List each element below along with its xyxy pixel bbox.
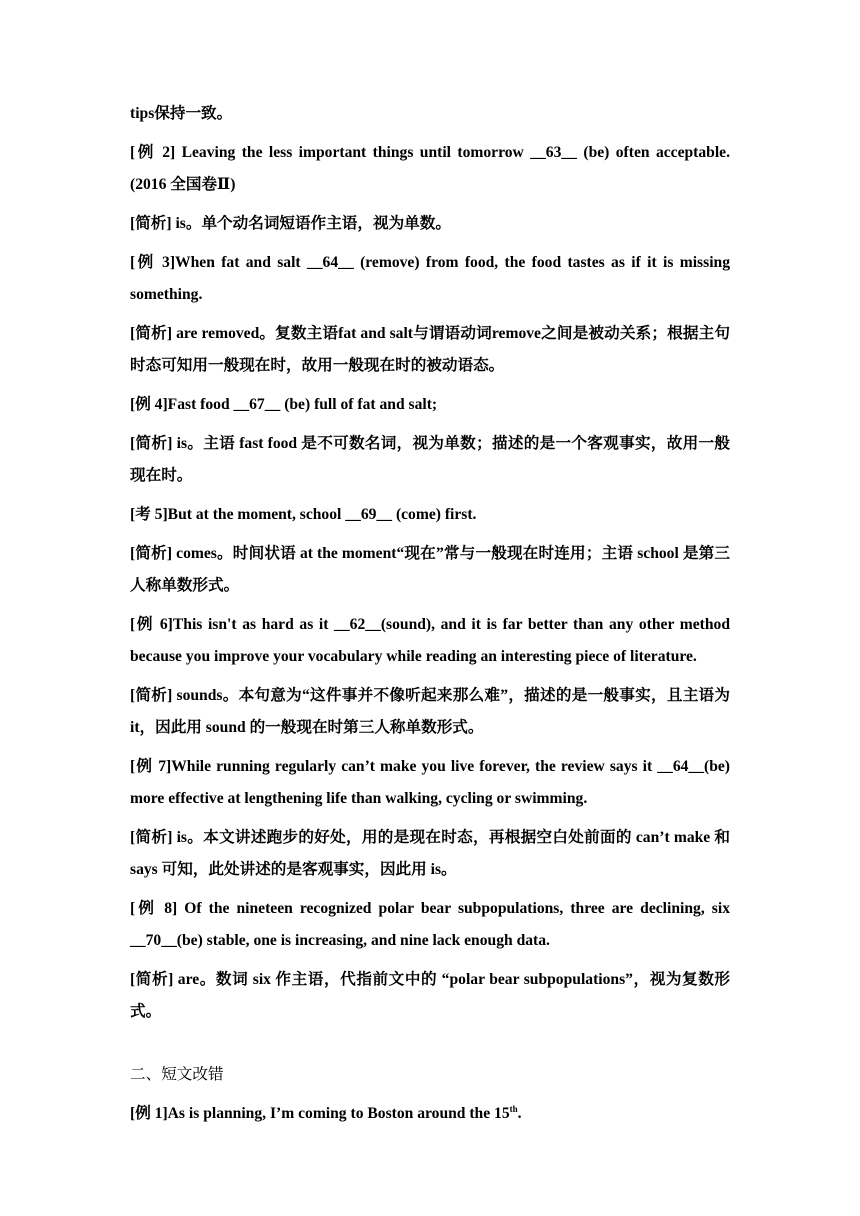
example-2: [例 2] Leaving the less important things until tomorrow __63__ (be) often acceptable. (2016 全国卷Ⅱ): [130, 144, 730, 193]
analysis-6: [简析] sounds。本句意为“这件事并不像听起来那么难”，描述的是一般事实，且主语为 it，因此用 sound 的一般现在时第三人称单数形式。: [130, 687, 730, 736]
example-8: [例 8] Of the nineteen recognized polar bear subpopulations, three are declining, six __70__(be) stable, one is increasing, and nine lack enough data.: [130, 900, 730, 949]
example-3: [例 3]When fat and salt __64__ (remove) from food, the food tastes as if it is missing something.: [130, 254, 730, 303]
analysis-8: [简析] are。数词 six 作主语，代指前文中的 “polar bear subpopulations”，视为复数形式。: [130, 971, 730, 1020]
section-example-1-end: .: [517, 1105, 522, 1122]
example-6: [例 6]This isn't as hard as it __62__(sound), and it is far better than any other method because you improve your vocabulary while reading an interesting piece of literature.: [130, 616, 730, 665]
document-page: [130, 98, 730, 1137]
section-example-1-sup: th: [509, 1103, 518, 1114]
analysis-2: [简析] is。单个动名词短语作主语，视为单数。: [130, 215, 451, 232]
example-5: [考 5]But at the moment, school __69__ (come) first.: [130, 506, 477, 523]
section-example-1-text: [例 1]As is planning, I’m coming to Boston around the 15: [130, 1105, 510, 1122]
section-spacer: [130, 1035, 730, 1059]
example-7: [例 7]While running regularly can’t make you live forever, the review says it __64__(be) more effective at lengthening life than walking, cycling or swimming.: [130, 758, 730, 807]
analysis-7: [简析] is。本文讲述跑步的好处，用的是现在时态，再根据空白处前面的 can’t make 和 says 可知，此处讲述的是客观事实，因此用 is。: [130, 829, 730, 878]
paragraph-tips: tips保持一致。: [130, 105, 233, 122]
analysis-3: [简析] are removed。复数主语fat and salt与谓语动词remove之间是被动关系；根据主句时态可知用一般现在时，故用一般现在时的被动语态。: [130, 325, 730, 374]
section-example-1: [130, 1098, 730, 1130]
analysis-4: [简析] is。主语 fast food 是不可数名词，视为单数；描述的是一个客观事实，故用一般现在时。: [130, 435, 730, 484]
section-heading: 二、短文改错: [130, 1066, 224, 1083]
analysis-5: [简析] comes。时间状语 at the moment“现在”常与一般现在时连用；主语 school 是第三人称单数形式。: [130, 545, 730, 594]
example-4: [例 4]Fast food __67__ (be) full of fat and salt;: [130, 396, 438, 413]
